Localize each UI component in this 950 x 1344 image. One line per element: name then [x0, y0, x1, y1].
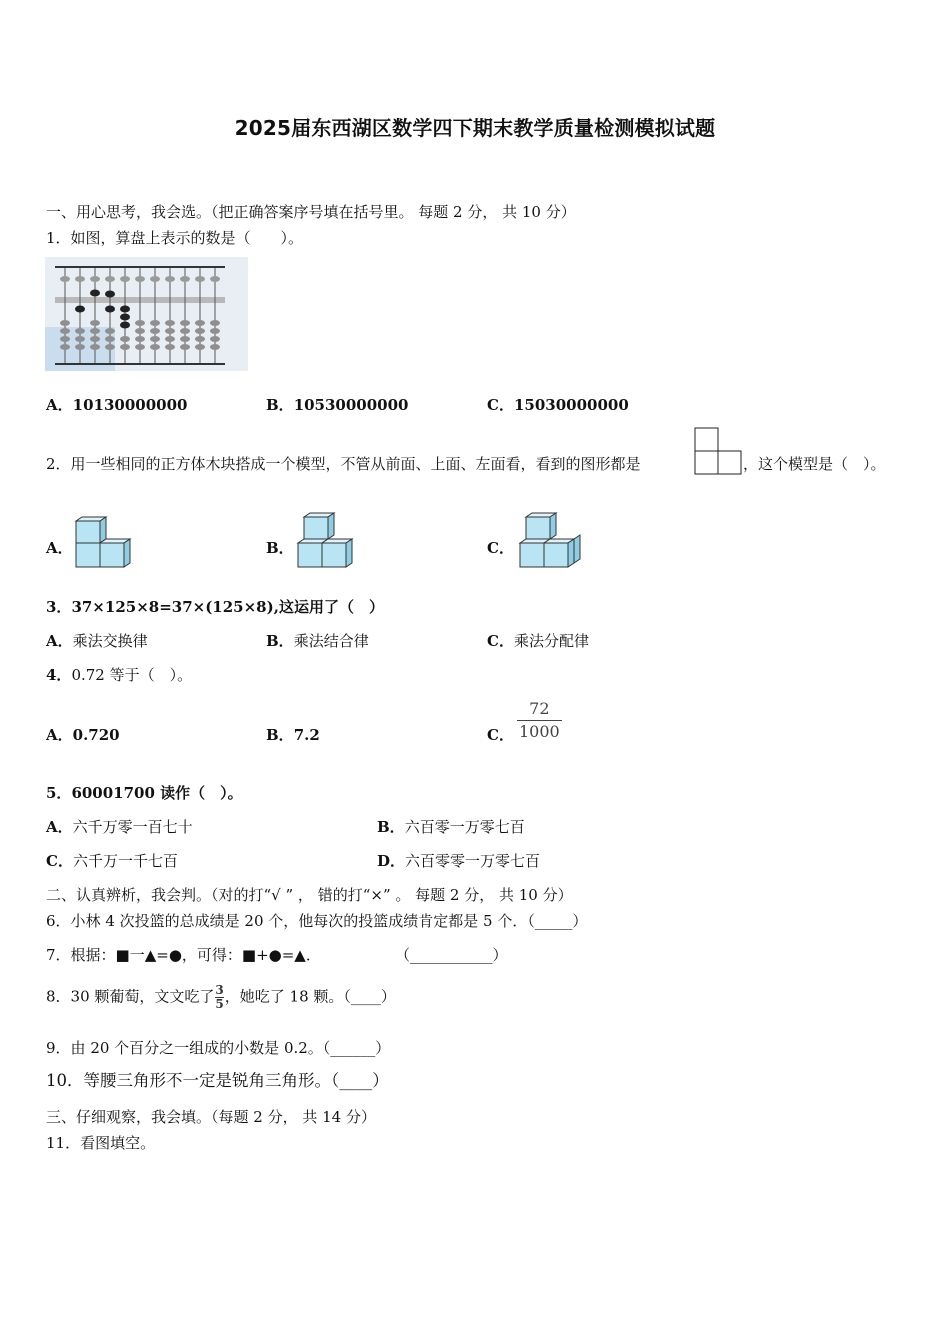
- q2-stem-before: [46, 454, 641, 474]
- q2-option-a-label[interactable]: A．: [46, 539, 73, 557]
- q7-text: 根据：■一▲=●，可得：■+●=▲．: [70, 946, 321, 964]
- q7-answer-blank[interactable]: （___________）: [395, 946, 508, 964]
- q4-option-b[interactable]: [266, 725, 320, 745]
- q9: [46, 1038, 390, 1058]
- q2-number: 2．: [46, 455, 71, 473]
- option-label: A．: [46, 632, 73, 650]
- page-title: 2025届东西湖区数学四下期末教学质量检测模拟试题: [234, 116, 716, 140]
- abacus-drawing: [45, 257, 248, 371]
- q4-stem: [46, 665, 192, 685]
- q4-option-c-fraction[interactable]: [517, 698, 562, 743]
- q6-number: 6．: [46, 912, 71, 930]
- q2-option-b-label[interactable]: B．: [266, 539, 294, 557]
- option-text: 六百零零一万零七百: [405, 852, 541, 870]
- l-shape-view-drawing: [694, 427, 742, 475]
- q3-number: 3．: [46, 598, 72, 616]
- q2-option-c-label[interactable]: C．: [487, 539, 514, 557]
- option-label: D．: [377, 852, 406, 870]
- q4-text: 0.72 等于（ ）。: [71, 666, 193, 684]
- q2-option-a-figure[interactable]: [74, 516, 132, 570]
- q3-option-b[interactable]: [266, 631, 369, 651]
- q10-text: 等腰三角形不一定是锐角三角形。（____）: [83, 1071, 389, 1090]
- option-label: C．: [487, 396, 514, 414]
- option-label: A．: [46, 726, 73, 744]
- q9-text: 由 20 个百分之一组成的小数是 0.2。（______）: [70, 1039, 391, 1057]
- q8-text-after: ，她吃了 18 颗。（____）: [224, 987, 396, 1006]
- q7-number: 7．: [46, 946, 71, 964]
- option-label: B．: [266, 396, 294, 414]
- option-label: C．: [487, 632, 514, 650]
- q2-option-c-figure[interactable]: [518, 512, 582, 570]
- option-text: 15030000000: [513, 396, 629, 414]
- q1-stem: [46, 228, 303, 248]
- q8: [46, 984, 396, 1011]
- fraction: [517, 698, 562, 743]
- option-label: B．: [377, 818, 405, 836]
- option-label: C．: [46, 852, 73, 870]
- q6-text: 小林 4 次投篮的总成绩是 20 个，他每次的投篮成绩肯定都是 5 个．（_____）: [70, 912, 588, 930]
- q3-option-c[interactable]: [487, 631, 589, 651]
- q5-number: 5．: [46, 784, 72, 802]
- section3-heading: 三、仔细观察，我会填。（每题 2 分， 共 14 分）: [46, 1108, 376, 1126]
- option-text: 六千万零一百七十: [72, 818, 193, 836]
- option-label: B．: [266, 632, 294, 650]
- cube-model-b-drawing: [296, 512, 354, 570]
- q11-number: 11．: [46, 1134, 81, 1152]
- option-text: 10130000000: [72, 396, 188, 414]
- fraction-numerator: 72: [529, 699, 550, 718]
- q11-text: 看图填空。: [80, 1134, 156, 1152]
- option-text: 10530000000: [293, 396, 409, 414]
- option-text: 0.720: [72, 726, 120, 744]
- fraction-denominator: 1000: [519, 722, 560, 741]
- q3-stem: [46, 597, 384, 617]
- q4-option-a[interactable]: [46, 725, 120, 745]
- view-shape-figure: [694, 427, 742, 475]
- section1-heading: 一、用心思考，我会选。（把正确答案序号填在括号里。 每题 2 分， 共 10 分）: [46, 203, 576, 221]
- q1-option-c[interactable]: [487, 395, 629, 415]
- q1-text: 如图，算盘上表示的数是（ ）。: [70, 229, 304, 247]
- q2-text-before: 用一些相同的正方体木块搭成一个模型，不管从前面、上面、左面看，看到的图形都是: [70, 455, 641, 473]
- q4-number: 4．: [46, 666, 72, 684]
- q8-text-before: 30 颗葡萄，文文吃了: [70, 987, 215, 1006]
- option-text: 乘法分配律: [513, 632, 589, 650]
- q5-option-a[interactable]: [46, 817, 193, 837]
- q3-option-a[interactable]: [46, 631, 148, 651]
- abacus-image: [45, 257, 248, 371]
- q5-option-b[interactable]: [377, 817, 525, 837]
- option-label: A．: [46, 818, 73, 836]
- cube-model-a-drawing: [74, 516, 132, 570]
- q8-fraction: [215, 984, 223, 1011]
- option-text: 7.2: [293, 726, 320, 744]
- q7: [46, 945, 321, 965]
- section2-heading: 二、认真辨析，我会判。（对的打“√ ” ， 错的打“×” 。 每题 2 分， 共 10 分）: [46, 886, 573, 904]
- q1-number: 1．: [46, 229, 71, 247]
- q11: [46, 1133, 155, 1153]
- q2-option-b-figure[interactable]: [296, 512, 354, 570]
- q5-option-c[interactable]: [46, 851, 178, 871]
- q8-number: 8．: [46, 987, 71, 1006]
- q5-option-d[interactable]: [377, 851, 540, 871]
- q5-stem: [46, 783, 243, 803]
- q10: [46, 1071, 389, 1091]
- q9-number: 9．: [46, 1039, 71, 1057]
- cube-model-c-drawing: [518, 512, 582, 570]
- q4-option-c-label[interactable]: C．: [487, 726, 514, 744]
- q1-option-b[interactable]: [266, 395, 409, 415]
- option-text: 六千万一千七百: [72, 852, 178, 870]
- q10-number: 10．: [46, 1071, 84, 1090]
- option-text: 乘法结合律: [293, 632, 369, 650]
- q6: [46, 911, 587, 931]
- q5-text: 60001700 读作（ ）。: [71, 784, 243, 802]
- option-text: 乘法交换律: [72, 632, 148, 650]
- q2-text-after: ，这个模型是（ ）。: [743, 455, 886, 473]
- q3-text: 37×125×8=37×(125×8),这运用了（ ）: [71, 598, 384, 616]
- fraction-numerator: 3: [215, 983, 224, 997]
- option-label: B．: [266, 726, 294, 744]
- q1-option-a[interactable]: [46, 395, 187, 415]
- fraction-denominator: 5: [215, 997, 224, 1011]
- option-text: 六百零一万零七百: [404, 818, 525, 836]
- option-label: A．: [46, 396, 73, 414]
